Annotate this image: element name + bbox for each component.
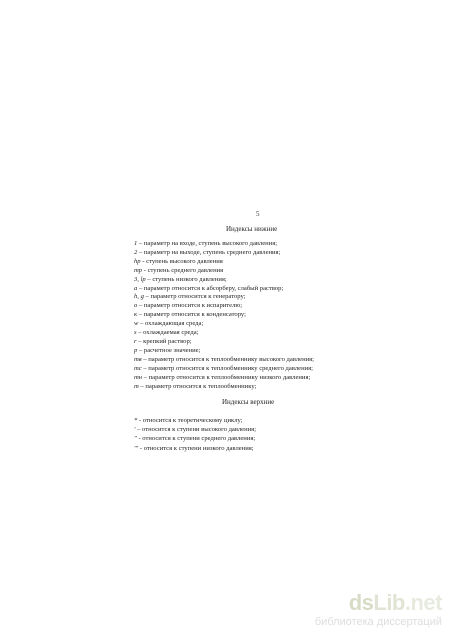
index-description: – охлаждающая среда; (140, 320, 204, 328)
index-description: - ступень высокого давления (142, 257, 223, 265)
index-symbol: тс (134, 364, 142, 372)
list-item (134, 383, 314, 392)
index-description: – параметр относится к испарителю; (138, 302, 243, 310)
index-symbol: s (134, 329, 137, 337)
list-item (134, 416, 256, 425)
index-description: - ступень среднего давления (143, 266, 224, 274)
index-symbol: 1 (134, 240, 138, 247)
lower-indices-list (134, 240, 314, 391)
index-symbol: * (134, 417, 138, 424)
list-item (134, 285, 314, 294)
index-symbol: 2 (134, 248, 138, 256)
index-description: – расчетное значение; (138, 346, 201, 354)
index-symbol: тв (134, 355, 142, 363)
list-item (134, 338, 314, 347)
index-description: – параметр относится к абсорберу, слабый раствор; (138, 284, 284, 292)
list-item (134, 293, 314, 302)
index-symbol: '" (134, 444, 139, 452)
list-item (134, 425, 256, 434)
index-symbol: " (134, 435, 137, 443)
list-item (134, 258, 314, 267)
list-item (134, 329, 314, 338)
index-symbol: к (134, 311, 138, 319)
dslib-watermark (315, 592, 442, 628)
index-description: – охлаждаемая среда; (138, 329, 199, 337)
list-item (134, 302, 314, 311)
list-item (134, 434, 256, 443)
index-description: – параметр относится к теплообменнику низкого давления; (143, 373, 311, 381)
index-symbol: т (134, 382, 139, 390)
dslib-logo (349, 592, 442, 614)
watermark-caption: библиотека диссертаций (314, 616, 442, 628)
list-item (134, 276, 314, 285)
index-symbol: h, g (134, 293, 144, 301)
index-symbol: mp (134, 266, 143, 274)
index-description: - относится к теоретическому циклу; (138, 417, 243, 424)
index-description: – параметр относится к генератору; (145, 293, 246, 301)
index-description: – параметр относится к теплообменнику высокого давления; (143, 355, 314, 363)
index-symbol: o (134, 302, 138, 310)
index-description: – параметр относится к теплообменнику среднего давления; (143, 364, 314, 372)
index-description: - относится к ступени среднего давления; (138, 435, 256, 443)
list-item (134, 249, 314, 258)
index-symbol: r (134, 337, 137, 345)
list-item (134, 240, 314, 249)
index-description: – параметр на выходе, ступень среднего давления; (138, 248, 281, 256)
list-item (134, 444, 256, 453)
upper-indices-heading: Индексы верхние (222, 398, 275, 406)
index-description: – параметр относится к теплообменнику; (140, 382, 257, 390)
index-symbol: w (134, 320, 139, 328)
list-item (134, 311, 314, 320)
index-description: – относится к ступени высокого давления; (137, 426, 257, 434)
index-symbol: ' (134, 426, 136, 434)
list-item (134, 365, 314, 374)
lower-indices-heading: Индексы нижние (226, 225, 278, 233)
logo-part-lib: Lib (373, 590, 405, 615)
upper-indices-list (134, 416, 256, 453)
index-description: – параметр относится к конденсатору; (138, 311, 246, 319)
logo-part-net: .net (404, 590, 442, 615)
list-item (134, 267, 314, 276)
index-symbol: hp (134, 257, 141, 265)
index-description: – ступень низкого давления; (147, 275, 227, 283)
index-symbol: p (134, 346, 138, 354)
list-item (134, 320, 314, 329)
index-symbol: 3, lp (134, 275, 146, 283)
list-item (134, 356, 314, 365)
index-description: - относится к ступени низкого давления; (139, 444, 254, 452)
logo-part-ds: ds (348, 590, 374, 615)
list-item (134, 347, 314, 356)
index-symbol: a (134, 284, 138, 292)
page-number: 5 (256, 210, 260, 218)
index-symbol: тн (134, 373, 143, 381)
index-description: – крепкий раствор; (138, 337, 192, 345)
index-description: – параметр на входе, ступень высокого давления; (138, 240, 278, 247)
list-item (134, 374, 314, 383)
